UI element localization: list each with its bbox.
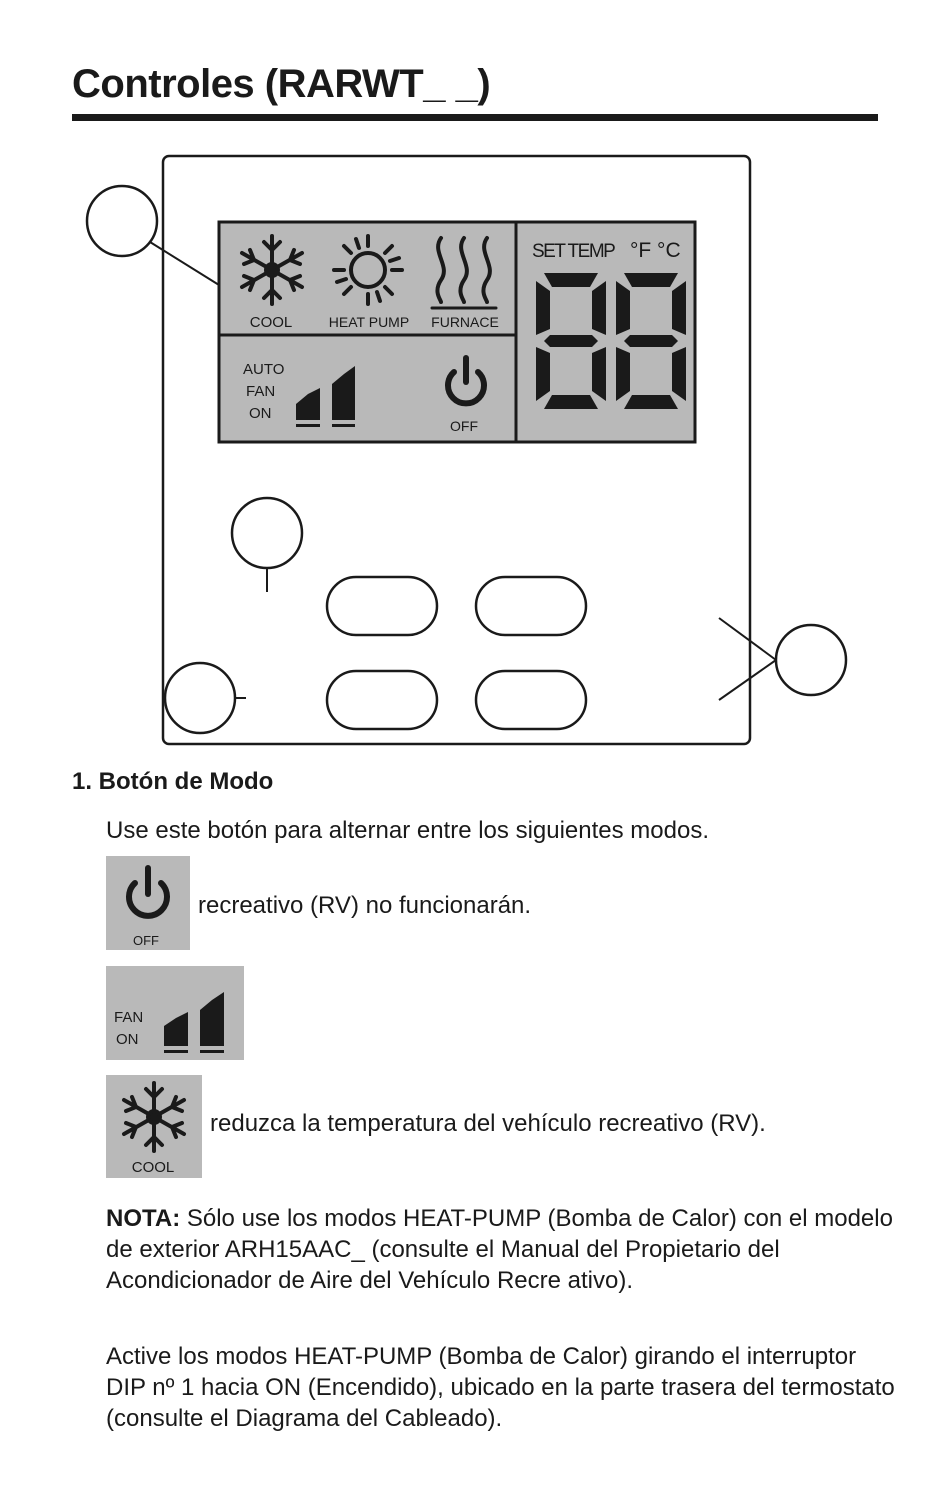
note-paragraph — [106, 1203, 896, 1296]
off-mode-caption: recreativo (RV) no funcionarán. — [198, 892, 532, 919]
snowflake-icon — [106, 1075, 202, 1178]
power-icon — [106, 856, 190, 950]
callout-circle-fan — [165, 663, 235, 733]
note-label: NOTA: — [106, 1205, 181, 1232]
off-icon-label: OFF — [133, 933, 159, 948]
lcd-display — [219, 222, 695, 442]
active-modes-paragraph: Active los modos HEAT-PUMP (Bomba de Calor) girando el interruptor DIP nº 1 hacia ON (Encendido), ubicado en la parte trasera del termostato (consulte el Diagrama del Cableado). — [106, 1343, 895, 1432]
on-label: ON — [249, 405, 272, 422]
fan-button[interactable] — [327, 671, 437, 729]
auto-label: AUTO — [243, 361, 285, 378]
note-text: Sólo use los modos HEAT-PUMP (Bomba de Calor) con el modelo de exterior ARH15AAC_ (consulte el Manual del Propietario del Acondicionador de Aire del Vehículo Recre ativo). — [106, 1205, 893, 1294]
fan-mode-icon-box — [106, 966, 244, 1060]
mode-button[interactable] — [327, 577, 437, 635]
fan-speed-icon — [106, 966, 244, 1060]
temp-up-button[interactable] — [476, 577, 586, 635]
section-heading: 1. Botón de Modo — [72, 768, 274, 795]
units-label: °F °C — [630, 239, 681, 262]
cool-icon-label: COOL — [131, 1159, 175, 1176]
furnace-label: FURNACE — [431, 314, 499, 330]
heat-pump-label: HEAT PUMP — [328, 314, 410, 330]
callout-circle-temp — [776, 625, 846, 695]
cool-label: COOL — [249, 314, 293, 331]
off-label: OFF — [450, 418, 478, 434]
cool-mode-caption: reduzca la temperatura del vehículo recreativo (RV). — [210, 1110, 766, 1137]
temp-down-button[interactable] — [476, 671, 586, 729]
cool-mode-icon-box — [106, 1075, 202, 1178]
fan-icon-label: FAN — [114, 1009, 144, 1026]
set-temp-label: SET TEMP — [532, 241, 615, 262]
page-title: Controles (RARWT_ _) — [72, 62, 491, 106]
fan-label: FAN — [246, 383, 276, 400]
intro-text: Use este botón para alternar entre los siguientes modos. — [106, 817, 710, 844]
callout-circle-display — [87, 186, 157, 256]
callout-circle-mode — [232, 498, 302, 568]
off-mode-icon-box — [106, 856, 190, 950]
on-icon-label: ON — [116, 1031, 139, 1048]
